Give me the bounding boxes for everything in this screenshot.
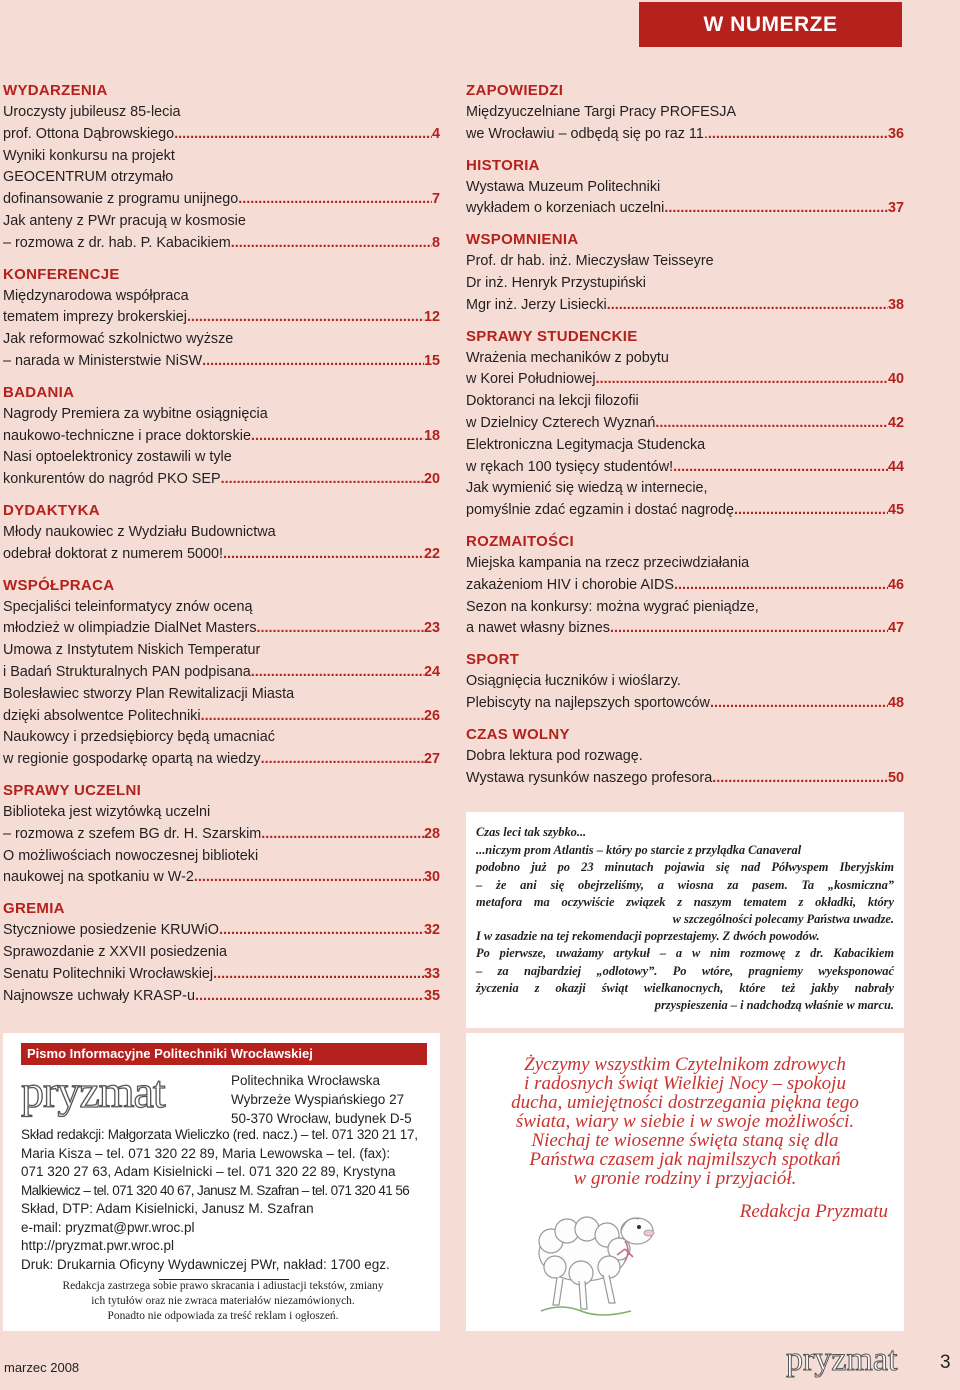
toc-entry-line: Wyniki konkursu na projekt: [3, 147, 175, 164]
section-heading: WSPÓŁPRACA: [3, 576, 115, 594]
section-heading: SPORT: [466, 651, 520, 669]
toc-entry[interactable]: [3, 618, 440, 640]
quote-line: w szczególności polecamy Państwa uwadze.: [672, 912, 894, 927]
page-number-ref: 20: [423, 471, 440, 488]
page-number-ref: 45: [887, 502, 904, 519]
toc-entry[interactable]: [466, 500, 904, 522]
dot-leader: [673, 457, 888, 479]
toc-entry[interactable]: [3, 469, 440, 491]
toc-entry-line: Doktoranci na lekcji filozofii: [466, 393, 639, 410]
issue-date: marzec 2008: [4, 1360, 80, 1375]
toc-entry-title: odebrał doktorat z numerem 5000!: [3, 545, 223, 562]
dot-leader: [251, 662, 424, 684]
toc-entry-title: prof. Ottona Dąbrowskiego: [3, 125, 175, 142]
page-number-ref: 22: [423, 545, 440, 562]
toc-entry-title: – rozmowa z szefem BG dr. H. Szarskim: [3, 825, 262, 842]
toc-entry-line: Sprawozdanie z XXVII posiedzenia: [3, 943, 227, 960]
toc-entry-line: Wrażenia mechaników z pobytu: [466, 349, 669, 366]
dot-leader: [213, 964, 424, 986]
toc-entry[interactable]: [3, 986, 440, 1008]
section-heading: DYDAKTYKA: [3, 501, 100, 519]
easter-lamb-illustration: [521, 1183, 671, 1318]
disclaimer-line: Redakcja zastrzega sobie prawo skracania i adiustacji tekstów, zmiany: [62, 1280, 384, 1292]
toc-entry[interactable]: [466, 198, 904, 220]
toc-entry[interactable]: [3, 920, 440, 942]
toc-entry-title: wykładem o korzeniach uczelni: [466, 200, 665, 217]
section-heading: KONFERENCJE: [3, 265, 120, 283]
section-heading: WSPOMNIENIA: [466, 231, 579, 249]
section-heading: ZAPOWIEDZI: [466, 82, 564, 99]
quote-line: przyspieszenia – i nadchodzą właśnie w marcu.: [654, 998, 894, 1013]
section-heading: GREMIA: [3, 900, 65, 918]
editorial-disclaimer: [23, 1279, 423, 1324]
footer-logo: pryzmat: [786, 1341, 898, 1378]
section-heading: SPRAWY UCZELNI: [3, 781, 142, 799]
dot-leader: [195, 986, 424, 1008]
dot-leader: [174, 124, 432, 146]
page-number-ref: 28: [423, 825, 440, 842]
dot-leader: [187, 307, 424, 329]
page-number-ref: 37: [887, 200, 904, 217]
toc-entry-line: Nagrody Premiera za wybitne osiągnięcia: [3, 405, 268, 422]
toc-entry-line: Jak reformować szkolnictwo wyższe: [3, 331, 234, 348]
section-heading: BADANIA: [3, 383, 75, 401]
toc-entry-title: i Badań Strukturalnych PAN podpisana: [3, 663, 251, 680]
dot-leader: [734, 500, 888, 522]
page-number-ref: 50: [887, 769, 904, 786]
dot-leader: [202, 351, 424, 373]
toc-entry-line: Jak anteny z PWr pracują w kosmosie: [3, 212, 246, 229]
page-number-ref: 27: [423, 751, 440, 768]
toc-entry-title: naukowo-techniczne i prace doktorskie: [3, 427, 251, 444]
toc-entry[interactable]: [3, 233, 440, 255]
page-number-ref: 38: [887, 296, 904, 313]
page-number-ref: 46: [887, 576, 904, 593]
toc-entry-title: – narada w Ministerstwie NiSW: [3, 352, 203, 369]
toc-entry-title: zakażeniom HIV i chorobie AIDS: [466, 576, 674, 593]
toc-entry[interactable]: [466, 413, 904, 435]
quote-line: – za najbardziej „odlotowy”. Po wtóre, pragniemy wyeksponować: [476, 963, 894, 978]
toc-entry[interactable]: [466, 618, 904, 640]
imprint-details: [21, 1126, 429, 1274]
quote-title: Czas leci tak szybko...: [476, 825, 587, 839]
page-number-ref: 40: [887, 371, 904, 388]
toc-entry-title: Najnowsze uchwały KRASP-u: [3, 987, 195, 1004]
disclaimer-line: ich tytułów oraz nie zwraca materiałów niezamówionych.: [91, 1295, 355, 1307]
toc-entry[interactable]: [3, 544, 440, 566]
toc-entry-title: tematem imprezy brokerskiej: [3, 309, 187, 326]
toc-entry-line: Specjaliści teleinformatycy znów oceną: [3, 598, 253, 615]
page-number-ref: 24: [423, 663, 440, 680]
toc-entry[interactable]: [3, 124, 440, 146]
page-number-ref: 47: [887, 620, 904, 637]
toc-entry[interactable]: [466, 124, 904, 146]
imprint-line: Maria Kisza – tel. 071 320 22 89, Maria Lewowska – tel. (fax):: [21, 1145, 391, 1161]
dot-leader: [708, 124, 888, 146]
toc-entry-line: Osiągnięcia łuczników i wioślarzy.: [466, 673, 681, 690]
quote-line: Po pierwsze, uważamy artykuł – a w nim rozmowę z dr. Kabacikiem: [476, 946, 894, 961]
toc-entry[interactable]: [3, 662, 440, 684]
section-heading: HISTORIA: [466, 156, 540, 174]
dot-leader: [664, 198, 888, 220]
wishes-line: Niechaj te wiosenne święta staną się dla: [531, 1130, 839, 1151]
imprint-line: Skład, DTP: Adam Kisielnicki, Janusz M. Szafran: [21, 1201, 314, 1216]
email-link[interactable]: e-mail: pryzmat@pwr.wroc.pl: [21, 1219, 195, 1235]
toc-entry[interactable]: [466, 693, 904, 715]
dot-leader: [261, 824, 424, 846]
address-line: 50-370 Wrocław, budynek D-5: [231, 1111, 412, 1126]
page-number-ref: 30: [423, 869, 440, 886]
toc-entry-line: Naukowcy i przedsiębiorcy będą umacniać: [3, 729, 275, 746]
section-heading: SPRAWY STUDENCKIE: [466, 327, 638, 345]
page-number-ref: 18: [423, 427, 440, 444]
toc-entry-line: Prof. dr hab. inż. Mieczysław Teisseyre: [466, 253, 714, 270]
toc-entry-title: Styczniowe posiedzenie KRUWiO: [3, 922, 219, 939]
imprint-line: Malkiewicz – tel. 071 320 40 67, Janusz M. Szafran – tel. 071 320 41 56: [21, 1182, 410, 1198]
address-line: Politechnika Wrocławska: [231, 1073, 381, 1088]
page-number-ref: 4: [431, 125, 440, 142]
quote-line: życzenia z okazji świąt wielkanocnych, które też jakby nabrały: [476, 980, 894, 995]
toc-entry-title: w Dzielnicy Czterech Wyznań: [466, 414, 656, 431]
toc-entry-title: Senatu Politechniki Wrocławskiej: [3, 965, 214, 982]
wishes-line: Państwa czasem jak najmilszych spotkań: [529, 1149, 841, 1170]
toc-entry-line: Biblioteka jest wizytówką uczelni: [3, 803, 211, 820]
toc-entry[interactable]: [466, 768, 904, 790]
toc-entry-title: dzięki absolwentce Politechniki: [3, 707, 201, 724]
toc-entry[interactable]: [466, 369, 904, 391]
toc-entry-line: Nasi optoelektronicy zostawili w tyle: [3, 449, 232, 466]
imprint-line: Skład redakcji: Małgorzata Wieliczko (red. nacz.) – tel. 071 320 21 17,: [21, 1127, 418, 1142]
imprint-tag: Pismo Informacyjne Politechniki Wrocławskiej: [21, 1043, 427, 1065]
easter-wishes-text: [466, 1055, 904, 1188]
dot-leader: [238, 189, 432, 211]
toc-entry[interactable]: [3, 867, 440, 889]
dot-leader: [201, 706, 424, 728]
easter-wishes-box: [466, 1033, 904, 1331]
toc-entry-line: Dobra lektura pod rozwagę.: [466, 747, 643, 764]
toc-entry-title: w regionie gospodarkę opartą na wiedzy: [3, 751, 261, 768]
imprint-line: Druk: Drukarnia Oficyny Wydawniczej PWr, nakład: 1700 egz.: [21, 1256, 390, 1272]
toc-entry-title: Mgr inż. Jerzy Lisiecki: [466, 296, 607, 313]
toc-entry-line: Umowa z Instytutem Niskich Temperatur: [3, 642, 261, 659]
toc-entry-title: naukowej na spotkaniu w W-2: [3, 869, 194, 886]
toc-entry[interactable]: [3, 351, 440, 373]
page-number: 3: [940, 1352, 951, 1373]
page-number-ref: 26: [423, 707, 440, 724]
toc-entry-line: Młody naukowiec z Wydziału Budownictwa: [3, 523, 276, 540]
dot-leader: [674, 575, 888, 597]
imprint-line: 071 320 27 63, Adam Kisielnicki – tel. 071 320 22 89, Krystyna: [21, 1164, 396, 1179]
toc-entry-line: Wystawa Muzeum Politechniki: [466, 178, 661, 195]
page-number-ref: 23: [423, 620, 440, 637]
page-header-banner: W NUMERZE: [639, 2, 902, 47]
toc-entry-line: Elektroniczna Legitymacja Studencka: [466, 436, 706, 453]
page-number-ref: 12: [423, 309, 440, 326]
wishes-line: Życzymy wszystkim Czytelnikom zdrowych: [524, 1054, 846, 1075]
page-number-ref: 15: [423, 352, 440, 369]
dot-leader: [710, 693, 888, 715]
toc-entry[interactable]: [3, 706, 440, 728]
toc-entry-title: w Korei Południowej: [466, 371, 596, 388]
dot-leader: [712, 768, 888, 790]
toc-entry[interactable]: [3, 307, 440, 329]
toc-entry[interactable]: [3, 189, 440, 211]
dot-leader: [194, 867, 424, 889]
toc-entry-line: Międzyuczelniane Targi Pracy PROFESJA: [466, 104, 737, 120]
editorial-quote-box: [466, 812, 904, 1028]
page-number-ref: 35: [423, 987, 440, 1004]
toc-entry[interactable]: [3, 964, 440, 986]
toc-entry-line: Międzynarodowa współpraca: [3, 287, 189, 304]
toc-entry-line: Jak wymienić się wiedzą w internecie,: [466, 480, 708, 497]
quote-line: metafora ma oczywiście związek z naszym tematem z okładki, który: [476, 894, 894, 909]
dot-leader: [231, 233, 432, 255]
toc-left-column: [3, 80, 440, 1007]
toc-entry-line: Uroczysty jubileusz 85-lecia: [3, 104, 181, 120]
dot-leader: [251, 426, 424, 448]
toc-entry-title: – rozmowa z dr. hab. P. Kabacikiem: [3, 234, 231, 251]
dot-leader: [655, 413, 888, 435]
toc-entry-line: Sezon na konkursy: można wygrać pieniądze,: [466, 598, 759, 615]
toc-entry[interactable]: [3, 749, 440, 771]
wishes-line: świata, wiary w siebie i w swoje możliwości.: [515, 1111, 855, 1132]
toc-entry[interactable]: [3, 426, 440, 448]
page-number-ref: 32: [423, 922, 440, 939]
wishes-line: w gronie rodziny i przyjaciół.: [573, 1168, 797, 1189]
page-number-ref: 42: [887, 414, 904, 431]
page-number-ref: 33: [423, 965, 440, 982]
toc-entry-title: młodzież w olimpiadzie DialNet Masters: [3, 620, 257, 637]
wishes-line: ducha, umiejętności dostrzegania piękna tego: [511, 1092, 859, 1113]
toc-entry-title: we Wrocławiu – odbędą się po raz 11.: [466, 125, 708, 142]
address-line: Wybrzeże Wyspiańskiego 27: [231, 1092, 405, 1107]
toc-entry-line: Dr inż. Henryk Przystupiński: [466, 274, 646, 291]
toc-entry-line: Miejska kampania na rzecz przeciwdziałania: [466, 554, 750, 571]
dot-leader: [223, 544, 424, 566]
dot-leader: [596, 369, 888, 391]
toc-entry-line: GEOCENTRUM otrzymało: [3, 169, 174, 186]
section-heading: WYDARZENIA: [3, 82, 108, 99]
toc-entry[interactable]: [466, 295, 904, 317]
quote-line: – że ani się obejrzeliśmy, a wiosna za pasem. Ta „kosmiczna”: [476, 877, 894, 892]
dot-leader: [607, 295, 888, 317]
toc-entry-title: Plebiscyty na najlepszych sportowców: [466, 694, 710, 711]
page-number-ref: 7: [431, 191, 440, 208]
toc-right-column: [466, 80, 904, 789]
quote-line: I w zasadzie na tej rekomendacji poprzestajemy. Z dwóch powodów.: [476, 929, 820, 944]
page-number-ref: 36: [887, 125, 904, 142]
pryzmat-logo: pryzmat: [21, 1066, 165, 1117]
page-number-ref: 48: [887, 694, 904, 711]
section-heading: ROZMAITOŚCI: [466, 532, 575, 550]
disclaimer-line: Ponadto nie odpowiada za treść reklam i ogłoszeń.: [107, 1310, 339, 1322]
dot-leader: [261, 749, 424, 771]
imprint-box: [3, 1033, 440, 1331]
wishes-signature: Redakcja Pryzmatu: [739, 1201, 888, 1222]
publisher-address: [231, 1071, 412, 1128]
toc-entry-line: Bolesławiec stworzy Plan Rewitalizacji Miasta: [3, 685, 295, 702]
page-number-ref: 44: [887, 458, 904, 475]
toc-entry-line: O możliwościach nowoczesnej biblioteki: [3, 847, 259, 864]
section-heading: CZAS WOLNY: [466, 725, 570, 743]
toc-entry-title: Wystawa rysunków naszego profesora: [466, 769, 713, 786]
toc-entry-title: konkurentów do nagród PKO SEP: [3, 471, 221, 488]
toc-entry-title: a nawet własny biznes: [466, 620, 610, 637]
dot-leader: [610, 618, 888, 640]
quote-line: ...niczym prom Atlantis – który po starcie z przylądka Canaveral: [476, 843, 802, 858]
dot-leader: [219, 920, 424, 942]
toc-entry[interactable]: [466, 575, 904, 597]
toc-entry[interactable]: [466, 457, 904, 479]
wishes-line: i radosnych świąt Wielkiej Nocy – spokoju: [524, 1073, 846, 1094]
page-number-ref: 8: [431, 234, 440, 251]
toc-entry[interactable]: [3, 824, 440, 846]
toc-entry-title: w rękach 100 tysięcy studentów!: [466, 458, 674, 475]
toc-entry-title: pomyślnie zdać egzamin i dostać nagrodę: [466, 502, 734, 519]
toc-entry-title: dofinansowanie z programu unijnego: [3, 191, 239, 208]
website-link[interactable]: http://pryzmat.pwr.wroc.pl: [21, 1238, 175, 1253]
dot-leader: [221, 469, 424, 491]
quote-line: podobno już po 23 minutach pojawia się nad Półwyspem Iberyjskim: [476, 860, 894, 875]
dot-leader: [257, 618, 424, 640]
